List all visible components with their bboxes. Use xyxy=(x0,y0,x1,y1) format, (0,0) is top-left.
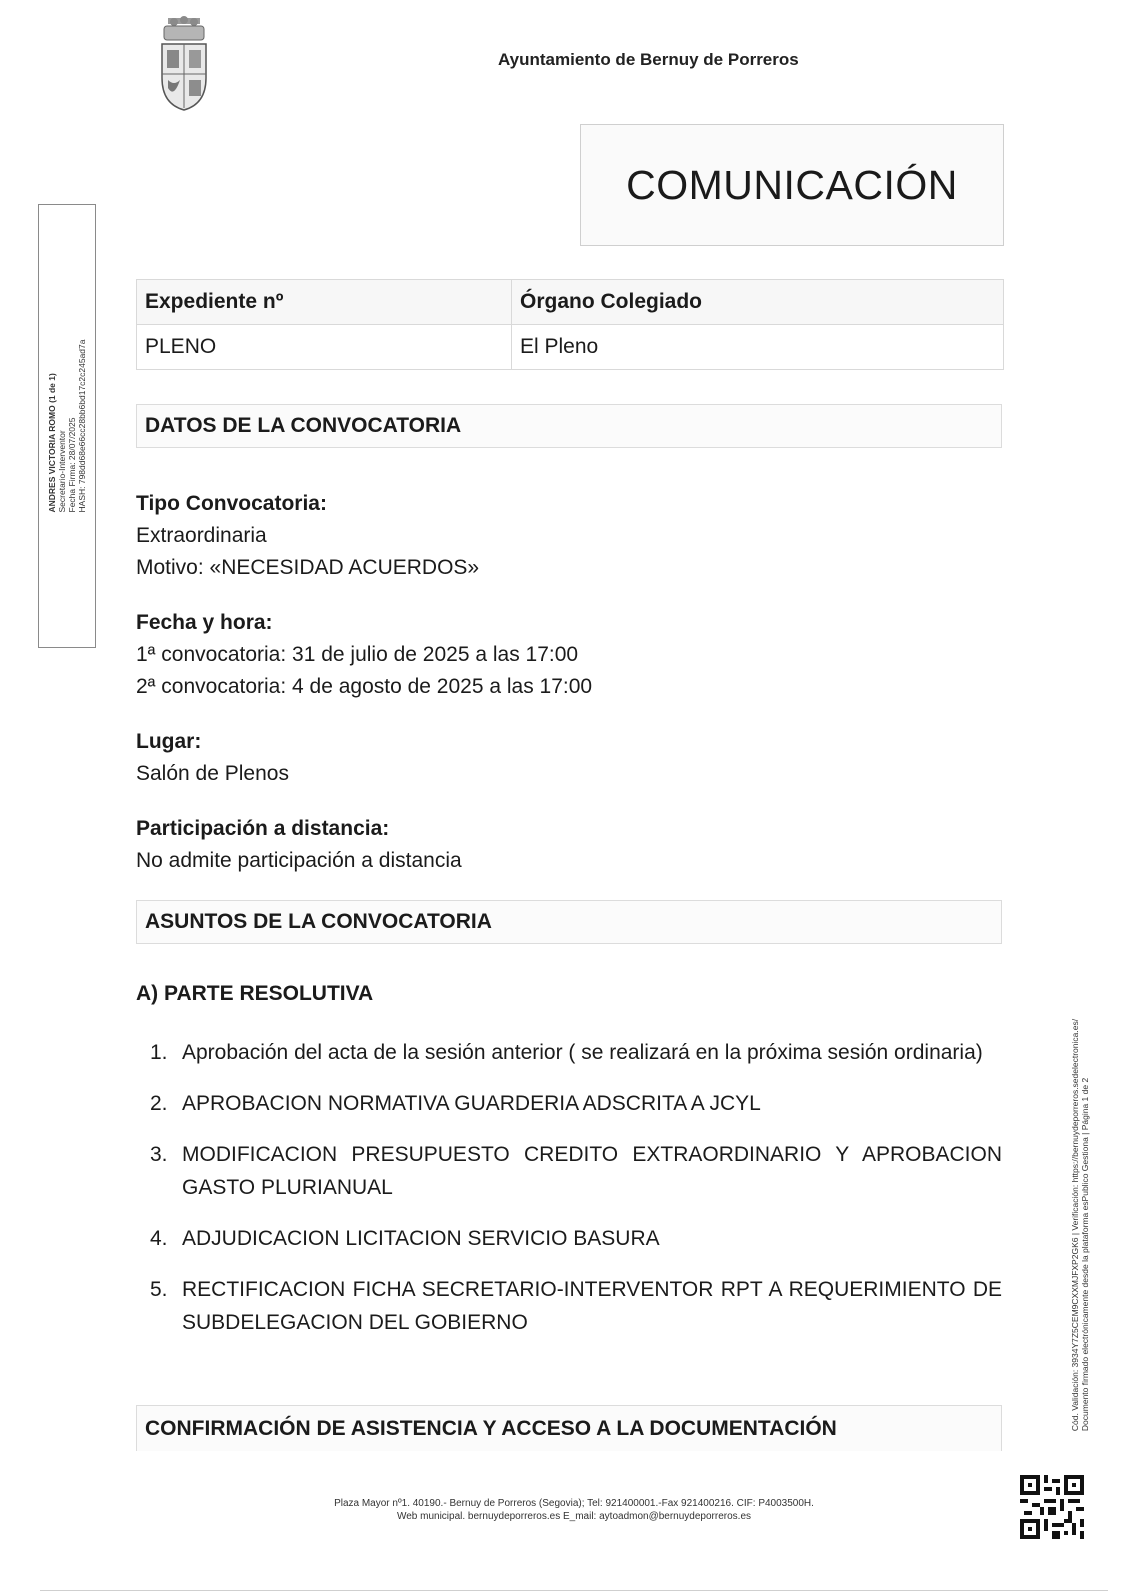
organization-name: Ayuntamiento de Bernuy de Porreros xyxy=(498,50,799,69)
value-expediente: PLENO xyxy=(137,325,512,370)
signer-name: ANDRES VICTORIA ROMO (1 de 1) xyxy=(47,373,57,513)
item-number: 3. xyxy=(150,1143,168,1166)
participacion-label: Participación a distancia: xyxy=(136,817,390,840)
signer-role: Secretario-Interventor xyxy=(57,430,67,513)
signature-text xyxy=(47,340,87,513)
list-item xyxy=(150,1087,1002,1120)
list-item xyxy=(150,1273,1002,1339)
section-asuntos-convocatoria: ASUNTOS DE LA CONVOCATORIA xyxy=(136,900,1002,944)
validation-text xyxy=(1070,1019,1090,1431)
footer xyxy=(0,1497,1148,1523)
table-row xyxy=(137,325,1004,370)
list-item xyxy=(150,1222,1002,1255)
header-organo: Órgano Colegiado xyxy=(512,280,1004,325)
item-text: Aprobación del acta de la sesión anterior ( se realizará en la próxima sesión ordinaria) xyxy=(182,1041,983,1064)
agenda-list xyxy=(150,1036,1002,1357)
validation-line2: Documento firmado electrónicamente desde la plataforma esPublico Gestiona | Página 1 de 2 xyxy=(1080,1077,1090,1432)
primera-convocatoria: 1ª convocatoria: 31 de julio de 2025 a las 17:00 xyxy=(136,643,579,666)
fecha-hora-label: Fecha y hora: xyxy=(136,611,273,634)
section-datos-convocatoria: DATOS DE LA CONVOCATORIA xyxy=(136,404,1002,448)
signature-hash: HASH: 798dd68e66cc28bb6bd17c2c245ad7a xyxy=(77,339,87,513)
item-number: 5. xyxy=(150,1278,168,1301)
motivo-text: Motivo: «NECESIDAD ACUERDOS» xyxy=(136,556,480,579)
item-text: ADJUDICACION LICITACION SERVICIO BASURA xyxy=(182,1227,660,1250)
tipo-convocatoria-label: Tipo Convocatoria: xyxy=(136,492,327,515)
lugar-value: Salón de Plenos xyxy=(136,762,289,785)
value-organo: El Pleno xyxy=(512,325,1004,370)
item-number: 1. xyxy=(150,1041,168,1064)
item-text: MODIFICACION PRESUPUESTO CREDITO EXTRAORDINARIO Y APROBACION GASTO PLURIANUAL xyxy=(182,1143,1002,1199)
list-item xyxy=(150,1138,1002,1204)
validation-block xyxy=(1062,990,1098,1460)
table-header-row xyxy=(137,280,1004,325)
lugar-label: Lugar: xyxy=(136,730,202,753)
item-number: 4. xyxy=(150,1227,168,1250)
footer-contact: Web municipal. bernuydeporreros.es E_mail: aytoadmon@bernuydeporreros.es xyxy=(396,1511,752,1522)
document-title-box xyxy=(580,124,1004,246)
participacion-value: No admite participación a distancia xyxy=(136,849,462,872)
footer-address: Plaza Mayor nº1. 40190.- Bernuy de Porreros (Segovia); Tel: 921400001.-Fax 921400216. CIF: P4003500H. xyxy=(334,1498,814,1509)
header-expediente: Expediente nº xyxy=(137,280,512,325)
item-text: APROBACION NORMATIVA GUARDERIA ADSCRITA A JCYL xyxy=(182,1092,761,1115)
document-title: COMUNICACIÓN xyxy=(626,161,958,208)
parte-resolutiva-title: A) PARTE RESOLUTIVA xyxy=(136,982,374,1005)
section-confirmacion: CONFIRMACIÓN DE ASISTENCIA Y ACCESO A LA DOCUMENTACIÓN xyxy=(136,1405,1002,1451)
municipal-crest-icon xyxy=(158,16,210,112)
list-item xyxy=(150,1036,1002,1069)
tipo-convocatoria-value: Extraordinaria xyxy=(136,524,267,547)
signature-box xyxy=(38,204,96,648)
item-number: 2. xyxy=(150,1092,168,1115)
signature-date: Fecha Firma: 28/07/2025 xyxy=(67,417,77,513)
page-bottom-divider xyxy=(40,1590,1108,1591)
validation-line1: Cód. Validación: 3934Y7Z5CEM9CXXMJFXP2GK6 | Verificación: https://bernuydeporreros.sedelectronica.es/ xyxy=(1070,1018,1080,1432)
segunda-convocatoria: 2ª convocatoria: 4 de agosto de 2025 a las 17:00 xyxy=(136,675,593,698)
expediente-table xyxy=(136,279,1004,370)
item-text: RECTIFICACION FICHA SECRETARIO-INTERVENTOR RPT A REQUERIMIENTO DE SUBDELEGACION DEL GOBIERNO xyxy=(182,1278,1002,1334)
